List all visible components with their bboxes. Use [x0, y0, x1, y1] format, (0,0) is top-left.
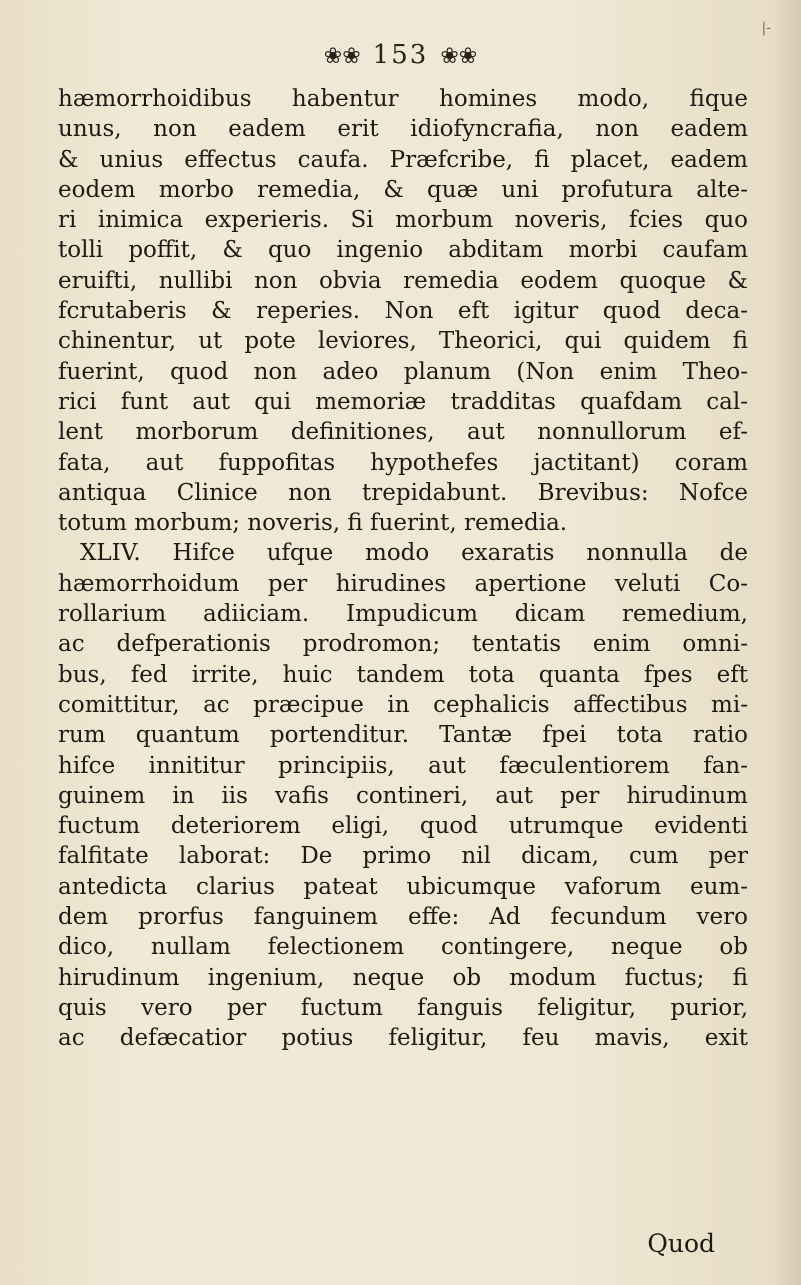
- margin-mark: |-: [761, 20, 771, 36]
- text-line: dem prorfus fanguinem effe: Ad fecundum vero: [58, 904, 748, 931]
- text-line: rum quantum portenditur. Tantæ fpei tota ratio: [58, 722, 748, 749]
- section-heading-line: XLIV. Hifce ufque modo exaratis nonnulla de: [80, 540, 748, 567]
- text-line: dico, nullam felectionem contingere, neque ob: [58, 934, 748, 961]
- text-line: quis vero per fuctum fanguis feligitur, purior,: [58, 994, 748, 1021]
- ornament-left-icon: ❀❀: [323, 44, 361, 69]
- ornament-right-icon: ❀❀: [440, 44, 478, 69]
- text-line: hifce innititur principiis, aut fæculentiorem fan-: [58, 752, 748, 779]
- text-line: ac defæcatior potius feligitur, feu mavis, exit: [58, 1025, 748, 1052]
- text-line: bus, fed irrite, huic tandem tota quanta fpes eft: [58, 661, 748, 688]
- text-line: fata, aut fuppofitas hypothefes jactitant) coram: [58, 449, 748, 476]
- text-line: totum morbum; noveris, fi fuerint, remedia.: [58, 510, 568, 537]
- text-line: chinentur, ut pote leviores, Theorici, qui quidem fi: [58, 328, 748, 355]
- catchword: Quod: [647, 1229, 715, 1258]
- text-line: hirudinum ingenium, neque ob modum fuctus; fi: [58, 964, 748, 991]
- running-header: [0, 40, 801, 70]
- text-line: eodem morbo remedia, & quæ uni profutura alte-: [58, 176, 748, 203]
- text-line: falfitate laborat: De primo nil dicam, cum per: [58, 843, 748, 870]
- text-line: antedicta clarius pateat ubicumque vaforum eum-: [58, 873, 748, 900]
- text-line: lent morborum definitiones, aut nonnullorum ef-: [58, 419, 748, 446]
- text-line: comittitur, ac præcipue in cephalicis affectibus mi-: [58, 691, 748, 718]
- text-line: hæmorrhoidum per hirudines apertione veluti Co-: [58, 570, 748, 597]
- text-line: ac defperationis prodromon; tentatis enim omni-: [58, 631, 748, 658]
- text-line: tolli poffit, & quo ingenio abditam morbi caufam: [58, 237, 748, 264]
- text-line: fcrutaberis & reperies. Non eft igitur quod deca-: [58, 298, 748, 325]
- text-line: & unius effectus caufa. Præfcribe, fi placet, eadem: [58, 146, 748, 173]
- text-line: guinem in iis vafis contineri, aut per hirudinum: [58, 782, 748, 809]
- body-text: [58, 84, 748, 1054]
- text-line: ri inimica experieris. Si morbum noveris, fcies quo: [58, 207, 748, 234]
- text-line: unus, non eadem erit idiofyncrafia, non eadem: [58, 116, 748, 143]
- page-edge-shadow: [773, 0, 801, 1285]
- text-line: fuerint, quod non adeo planum (Non enim Theo-: [58, 358, 748, 385]
- text-line: rici funt aut qui memoriæ tradditas quafdam cal-: [58, 388, 748, 415]
- text-line: rollarium adiiciam. Impudicum dicam remedium,: [58, 601, 748, 628]
- text-line: fuctum deteriorem eligi, quod utrumque evidenti: [58, 813, 748, 840]
- text-line: eruifti, nullibi non obvia remedia eodem quoque &: [58, 267, 748, 294]
- text-line: antiqua Clinice non trepidabunt. Brevibus: Nofce: [58, 479, 748, 506]
- text-line: hæmorrhoidibus habentur homines modo, fique: [58, 86, 748, 112]
- page-number: 153: [372, 40, 429, 70]
